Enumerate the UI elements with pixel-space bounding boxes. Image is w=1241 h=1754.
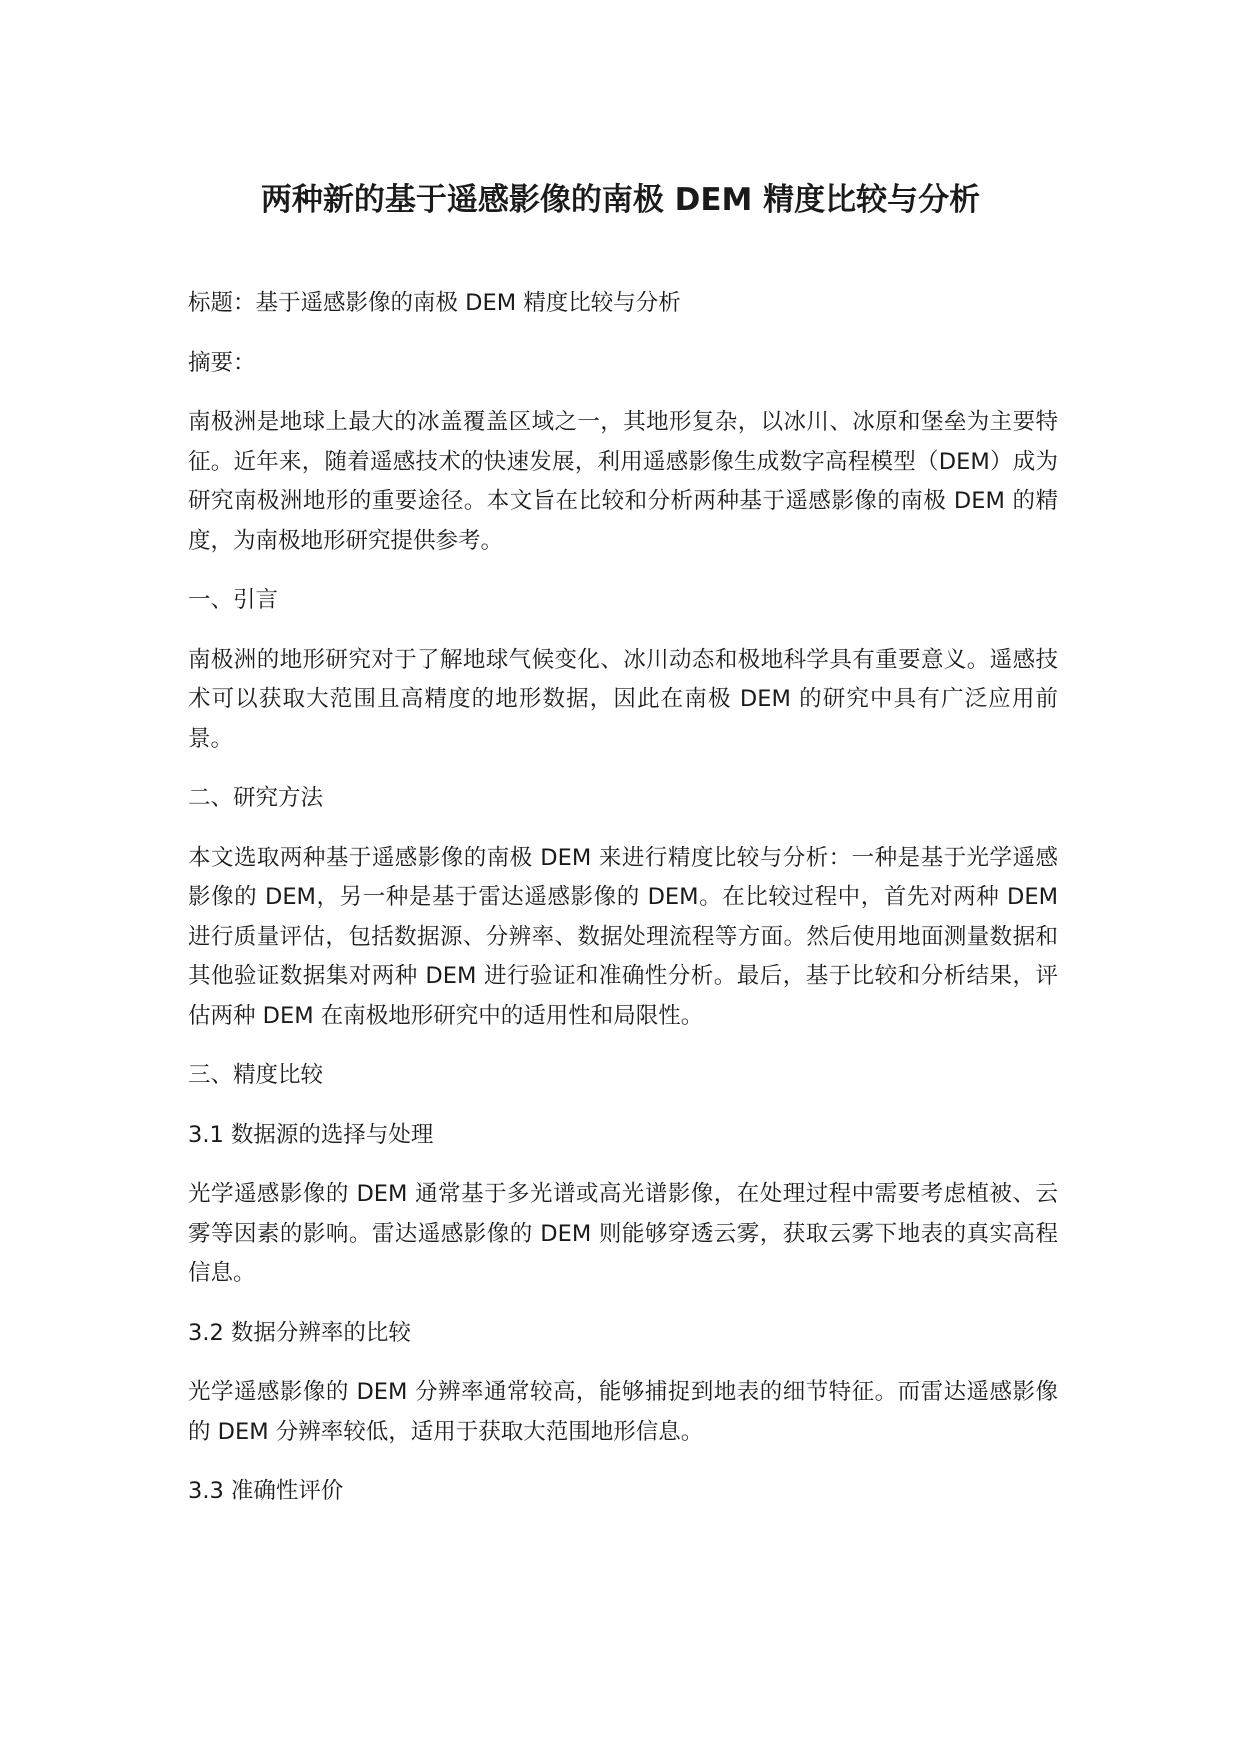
section-heading-accuracy: 三、精度比较	[188, 1062, 324, 1088]
subsection-heading-3-2: 3.2 数据分辨率的比较	[188, 1319, 411, 1346]
document-title: 两种新的基于遥感影像的南极 DEM 精度比较与分析	[260, 182, 981, 218]
subsection-paragraph-3-2: 光学遥感影像的 DEM 分辨率通常较高，能够捕捉到地表的细节特征。而雷达遥感影像的 DEM 分辨率较低，适用于获取大范围地形信息。	[188, 1379, 1058, 1445]
section-heading-introduction: 一、引言	[188, 587, 279, 613]
subsection-heading-3-1: 3.1 数据源的选择与处理	[188, 1121, 434, 1148]
section-heading-methods: 二、研究方法	[188, 785, 324, 811]
subtitle-line: 标题：基于遥感影像的南极 DEM 精度比较与分析	[188, 290, 681, 316]
abstract-paragraph: 南极洲是地球上最大的冰盖覆盖区域之一，其地形复杂，以冰川、冰原和堡垒为主要特征。近年来，随着遥感技术的快速发展，利用遥感影像生成数字高程模型（DEM）成为研究南极洲地形的重要途径。本文旨在比较和分析两种基于遥感影像的南极 DEM 的精度，为南极地形研究提供参考。	[188, 409, 1058, 554]
subsection-paragraph-3-1: 光学遥感影像的 DEM 通常基于多光谱或高光谱影像，在处理过程中需要考虑植被、云雾等因素的影响。雷达遥感影像的 DEM 则能够穿透云雾，获取云雾下地表的真实高程信息。	[188, 1181, 1058, 1286]
methods-paragraph: 本文选取两种基于遥感影像的南极 DEM 来进行精度比较与分析：一种是基于光学遥感影像的 DEM，另一种是基于雷达遥感影像的 DEM。在比较过程中，首先对两种 DEM 进行质量评估，包括数据源、分辨率、数据处理流程等方面。然后使用地面测量数据和其他验证数据集对两种 DEM 进行验证和准确性分析。最后，基于比较和分析结果，评估两种 DEM 在南极地形研究中的适用性和局限性。	[188, 844, 1058, 1029]
subsection-heading-3-3: 3.3 准确性评价	[188, 1478, 344, 1504]
abstract-label: 摘要：	[188, 349, 256, 376]
introduction-paragraph: 南极洲的地形研究对于了解地球气候变化、冰川动态和极地科学具有重要意义。遥感技术可以获取大范围且高精度的地形数据，因此在南极 DEM 的研究中具有广泛应用前景。	[188, 646, 1058, 752]
document-body	[188, 284, 1058, 1532]
